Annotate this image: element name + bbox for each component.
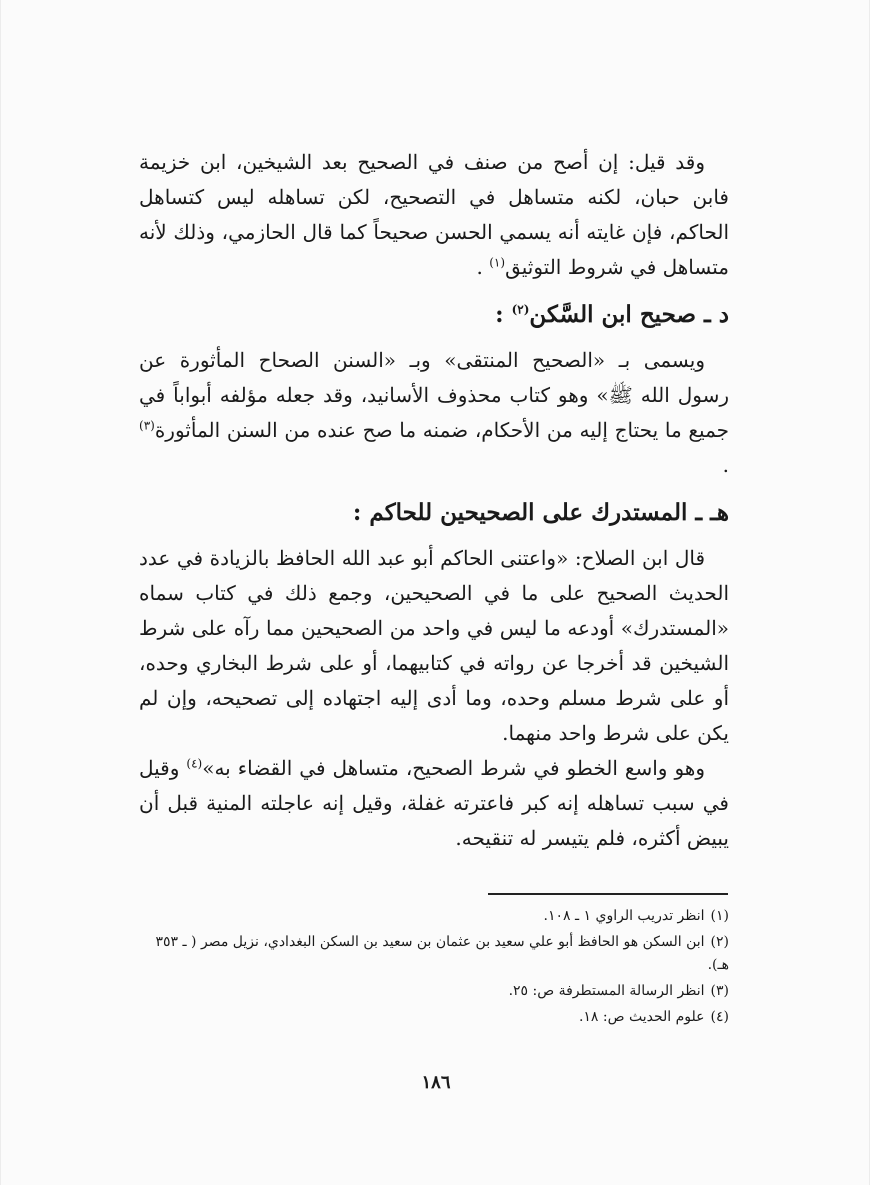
paragraph-mustadrak-1: قال ابن الصلاح: «واعتنى الحاكم أبو عبد الله الحافظ بالزيادة في عدد الحديث الصحيح على ما في الصحيحين، وجمع ذلك في كتاب سماه «المستدرك» أودعه ما ليس في واحد من الصحيحين مما رآه على شرط الشيخين قد أخرجا عن رواته في كتابيهما، أو على شرط البخاري وحده، أو على شرط مسلم وحده، وما أدى إليه اجتهاده إلى تصحيحه، وإن لم يكن على شرط واحد منهما. [139, 546, 729, 745]
page-number: ١٨٦ [421, 1072, 451, 1093]
footnote-4 [139, 1006, 729, 1029]
footnote-ref-1[interactable]: (١) [489, 255, 506, 270]
section-heading-mustadrak: هـ ـ المستدرك على الصحيحين للحاكم : [352, 499, 729, 526]
paragraph-mustadrak-2 [139, 751, 729, 856]
footnote-number: (٤) [710, 1009, 729, 1025]
paragraph-end: . [722, 453, 729, 477]
footnote-ref-3[interactable]: (٣) [139, 418, 155, 433]
footnote-number: (٣) [710, 983, 729, 999]
paragraph-text: وقد قيل: إن أصح من صنف في الصحيح بعد الشيخين، ابن خزيمة فابن حبان، لكنه متساهل في التصحيح، لكن تساهله ليس كتساهل الحاكم، فإن غايته أنه يسمي الحسن صحيحاً كما قال الحازمي، وذلك لأنه متساهل في شروط التوثيق [139, 150, 729, 279]
paragraph-end: . [476, 255, 490, 279]
footnote-1 [139, 905, 729, 928]
paragraph-text: وهو واسع الخطو في شرط الصحيح، متساهل في القضاء به» [202, 756, 705, 780]
footnote-divider [488, 893, 728, 895]
paragraph-text-continued: وقيل في سبب تساهله إنه كبر فاعترته غفلة، وقيل إنه عاجلته المنية قبل أن يبيض أكثره، فلم يتيسر له تنقيحه. [139, 756, 729, 850]
footnotes [139, 905, 729, 1032]
footnote-3 [139, 980, 729, 1003]
paragraph-intro [139, 145, 729, 285]
section-heading-ibn-sakan [139, 293, 729, 337]
footnote-number: (٢) [710, 934, 729, 950]
footnote-text: علوم الحديث ص: ١٨. [578, 1009, 705, 1025]
heading-end: : [495, 301, 512, 328]
paragraph-text: ويسمى بـ «الصحيح المنتقى» وبـ «السنن الصحاح المأثورة عن رسول الله ﷺ» وهو كتاب محذوف الأسانيد، وقد جعله مؤلفه أبواباً في جميع ما يحتاج إليه من الأحكام، ضمنه ما صح عنده من السنن المأثورة [139, 348, 729, 442]
footnote-text: انظر الرسالة المستطرفة ص: ٢٥. [508, 983, 705, 999]
footnote-text: انظر تدريب الراوي ١ ـ ١٠٨. [543, 908, 705, 924]
heading-text: د ـ صحيح ابن السَّكن [529, 301, 729, 328]
footnote-text: ابن السكن هو الحافظ أبو علي سعيد بن عثمان بن سعيد بن السكن البغدادي، نزيل مصر ( ـ ٣٥٣ هـ). [155, 934, 729, 973]
paragraph-ibn-sakan [139, 343, 729, 483]
footnote-number: (١) [710, 908, 729, 924]
main-text [139, 145, 729, 856]
footnote-2 [139, 931, 729, 977]
footnote-ref-4[interactable]: (٤) [186, 756, 203, 771]
footnote-ref-2[interactable]: (٢) [511, 302, 530, 317]
